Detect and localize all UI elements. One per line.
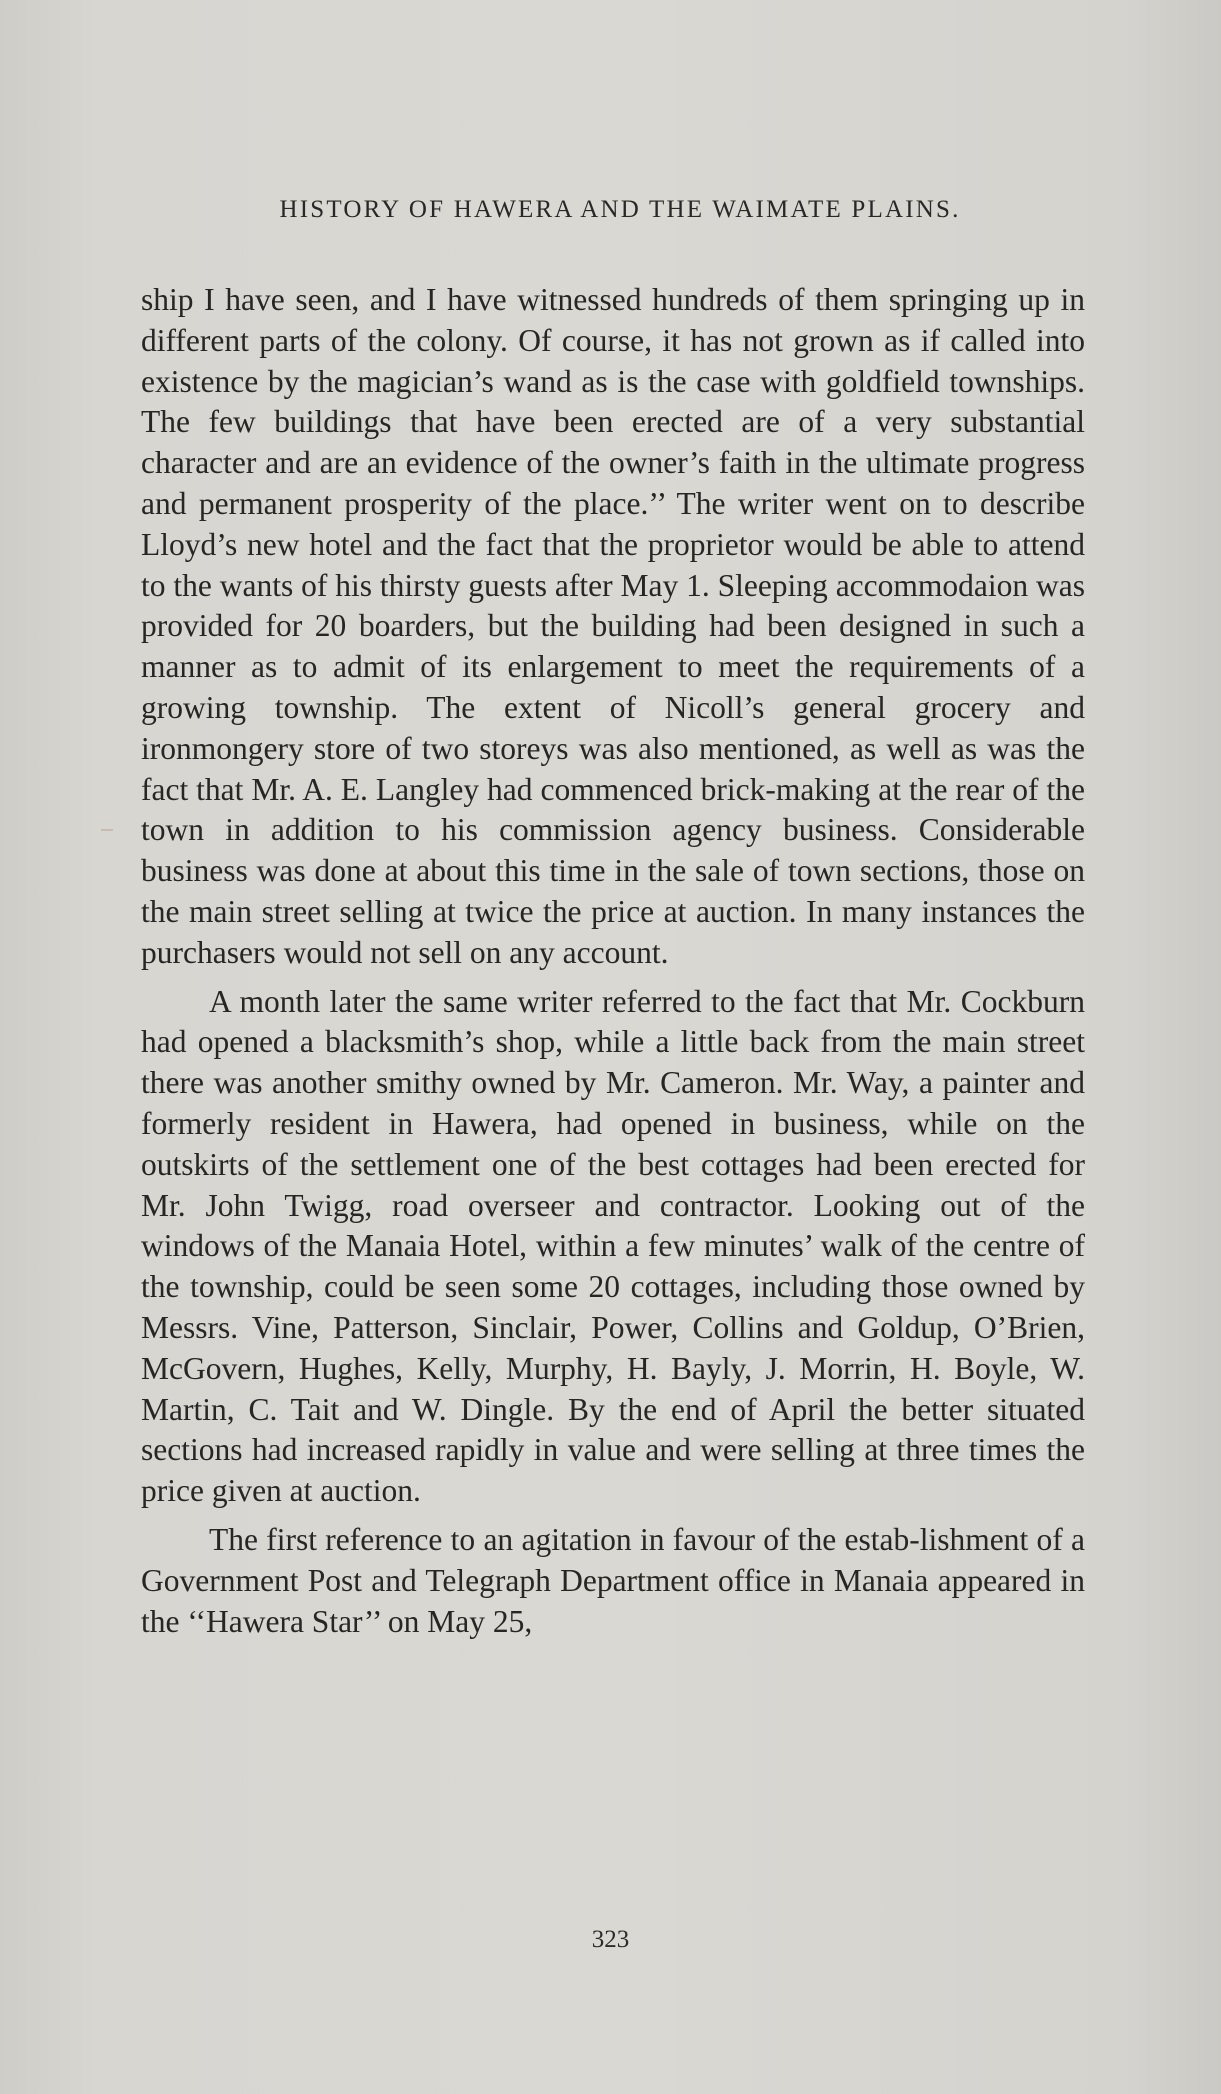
paragraph-continued: ship I have seen, and I have witnessed hundreds of them springing up in different parts of the colony. Of course, it has not grown as if called into existence by the magician’s wand as is the case with goldfield townships. The few buildings that have been erected are of a very substantial character and are an evidence of the owner’s faith in the ultimate progress and permanent prosperity of the place.’’ The writer went on to describe Lloyd’s new hotel and the fact that the proprietor would be able to attend to the wants of his thirsty guests after May 1. Sleeping accommodaion was provided for 20 boarders, but the building had been designed in such a manner as to admit of its enlargement to meet the requirements of a growing township. The extent of Nicoll’s general grocery and ironmongery store of two storeys was also mentioned, as well as was the fact that Mr. A. E. Langley had commenced brick-making at the rear of the town in addition to his commission agency business. Considerable business was done at about this time in the sale of town sections, those on the main street selling at twice the price at auction. In many instances the purchasers would not sell on any account.: [141, 282, 1085, 970]
running-head: HISTORY OF HAWERA AND THE WAIMATE PLAINS.: [279, 196, 961, 223]
paragraph-post-office: The first reference to an agitation in favour of the estab-lishment of a Government Post and Telegraph Department office in Manaia appeared in the ‘‘Hawera Star’’ on May 25,: [141, 1521, 1085, 1639]
body-text: [141, 280, 1085, 1642]
page-number: 323: [591, 1926, 630, 1953]
margin-mark: [101, 829, 113, 831]
paragraph-blacksmith: A month later the same writer referred to the fact that Mr. Cockburn had opened a blacksmith’s shop, while a little back from the main street there was another smithy owned by Mr. Cameron. Mr. Way, a painter and formerly resident in Hawera, had opened in business, while on the outskirts of the settlement one of the best cottages had been erected for Mr. John Twigg, road overseer and contractor. Looking out of the windows of the Manaia Hotel, within a few minutes’ walk of the centre of the township, could be seen some 20 cottages, including those owned by Messrs. Vine, Patterson, Sinclair, Power, Collins and Goldup, O’Brien, McGovern, Hughes, Kelly, Murphy, H. Bayly, J. Morrin, H. Boyle, W. Martin, C. Tait and W. Dingle. By the end of April the better situated sections had increased rapidly in value and were selling at three times the price given at auction.: [141, 983, 1085, 1509]
